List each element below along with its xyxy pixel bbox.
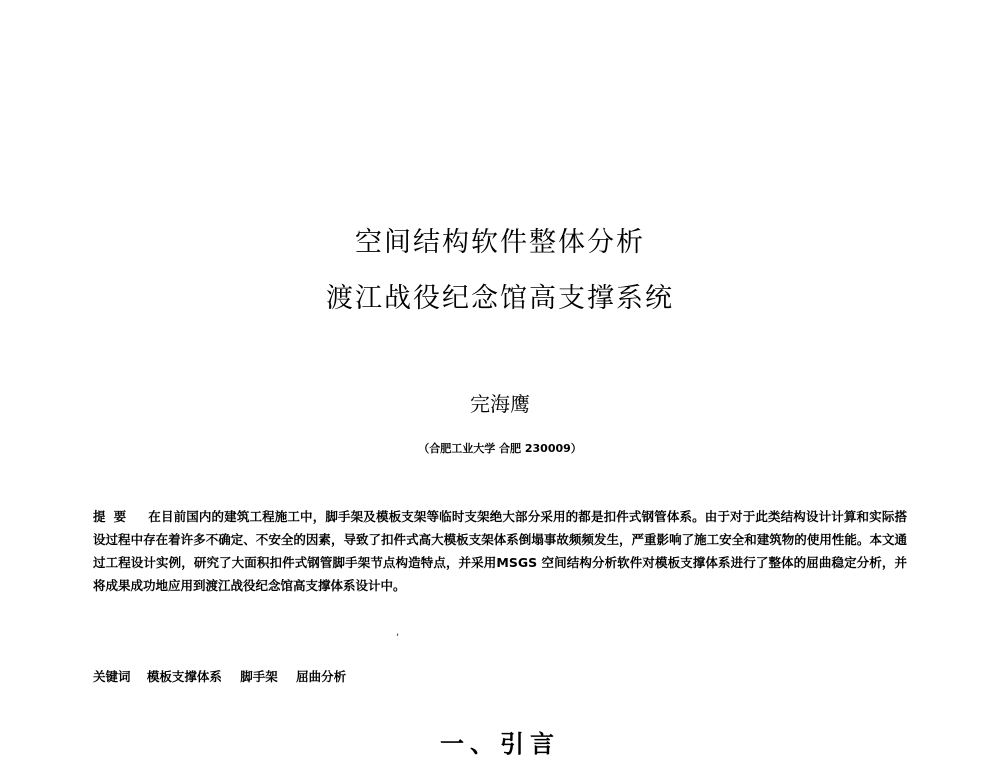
keyword-item: 模板支撑体系 xyxy=(146,669,222,684)
keyword-item: 脚手架 xyxy=(240,669,278,684)
keywords-label: 关键词 xyxy=(93,669,131,684)
keyword-item: 屈曲分析 xyxy=(296,669,347,684)
author-affiliation: （合肥工业大学 合肥 230009） xyxy=(418,442,582,455)
abstract-paragraph xyxy=(93,505,907,597)
section-heading-introduction: 一、引言 xyxy=(440,730,560,758)
stray-mark: , xyxy=(396,627,400,638)
abstract-label: 提要 xyxy=(93,509,135,524)
paper-title-line-1: 空间结构软件整体分析 xyxy=(355,227,645,258)
abstract-text: 在目前国内的建筑工程施工中，脚手架及模板支架等临时支架绝大部分采用的都是扣件式钢管体系。由于对于此类结构设计计算和实际搭设过程中存在着许多不确定、不安全的因素，导致了扣件式高大模板支架体系倒塌事故频频发生，严重影响了施工安全和建筑物的使用性能。本文通过工程设计实例，研究了大面积扣件式钢管脚手架节点构造特点，并采用MSGS 空间结构分析软件对模板支撑体系进行了整体的屈曲稳定分析，并将成果成功地应用到渡江战役纪念馆高支撑体系设计中。 xyxy=(93,509,907,593)
paper-title-line-2: 渡江战役纪念馆高支撑系统 xyxy=(326,283,674,314)
author-name: 完海鹰 xyxy=(470,392,530,416)
keywords-line xyxy=(93,668,360,686)
